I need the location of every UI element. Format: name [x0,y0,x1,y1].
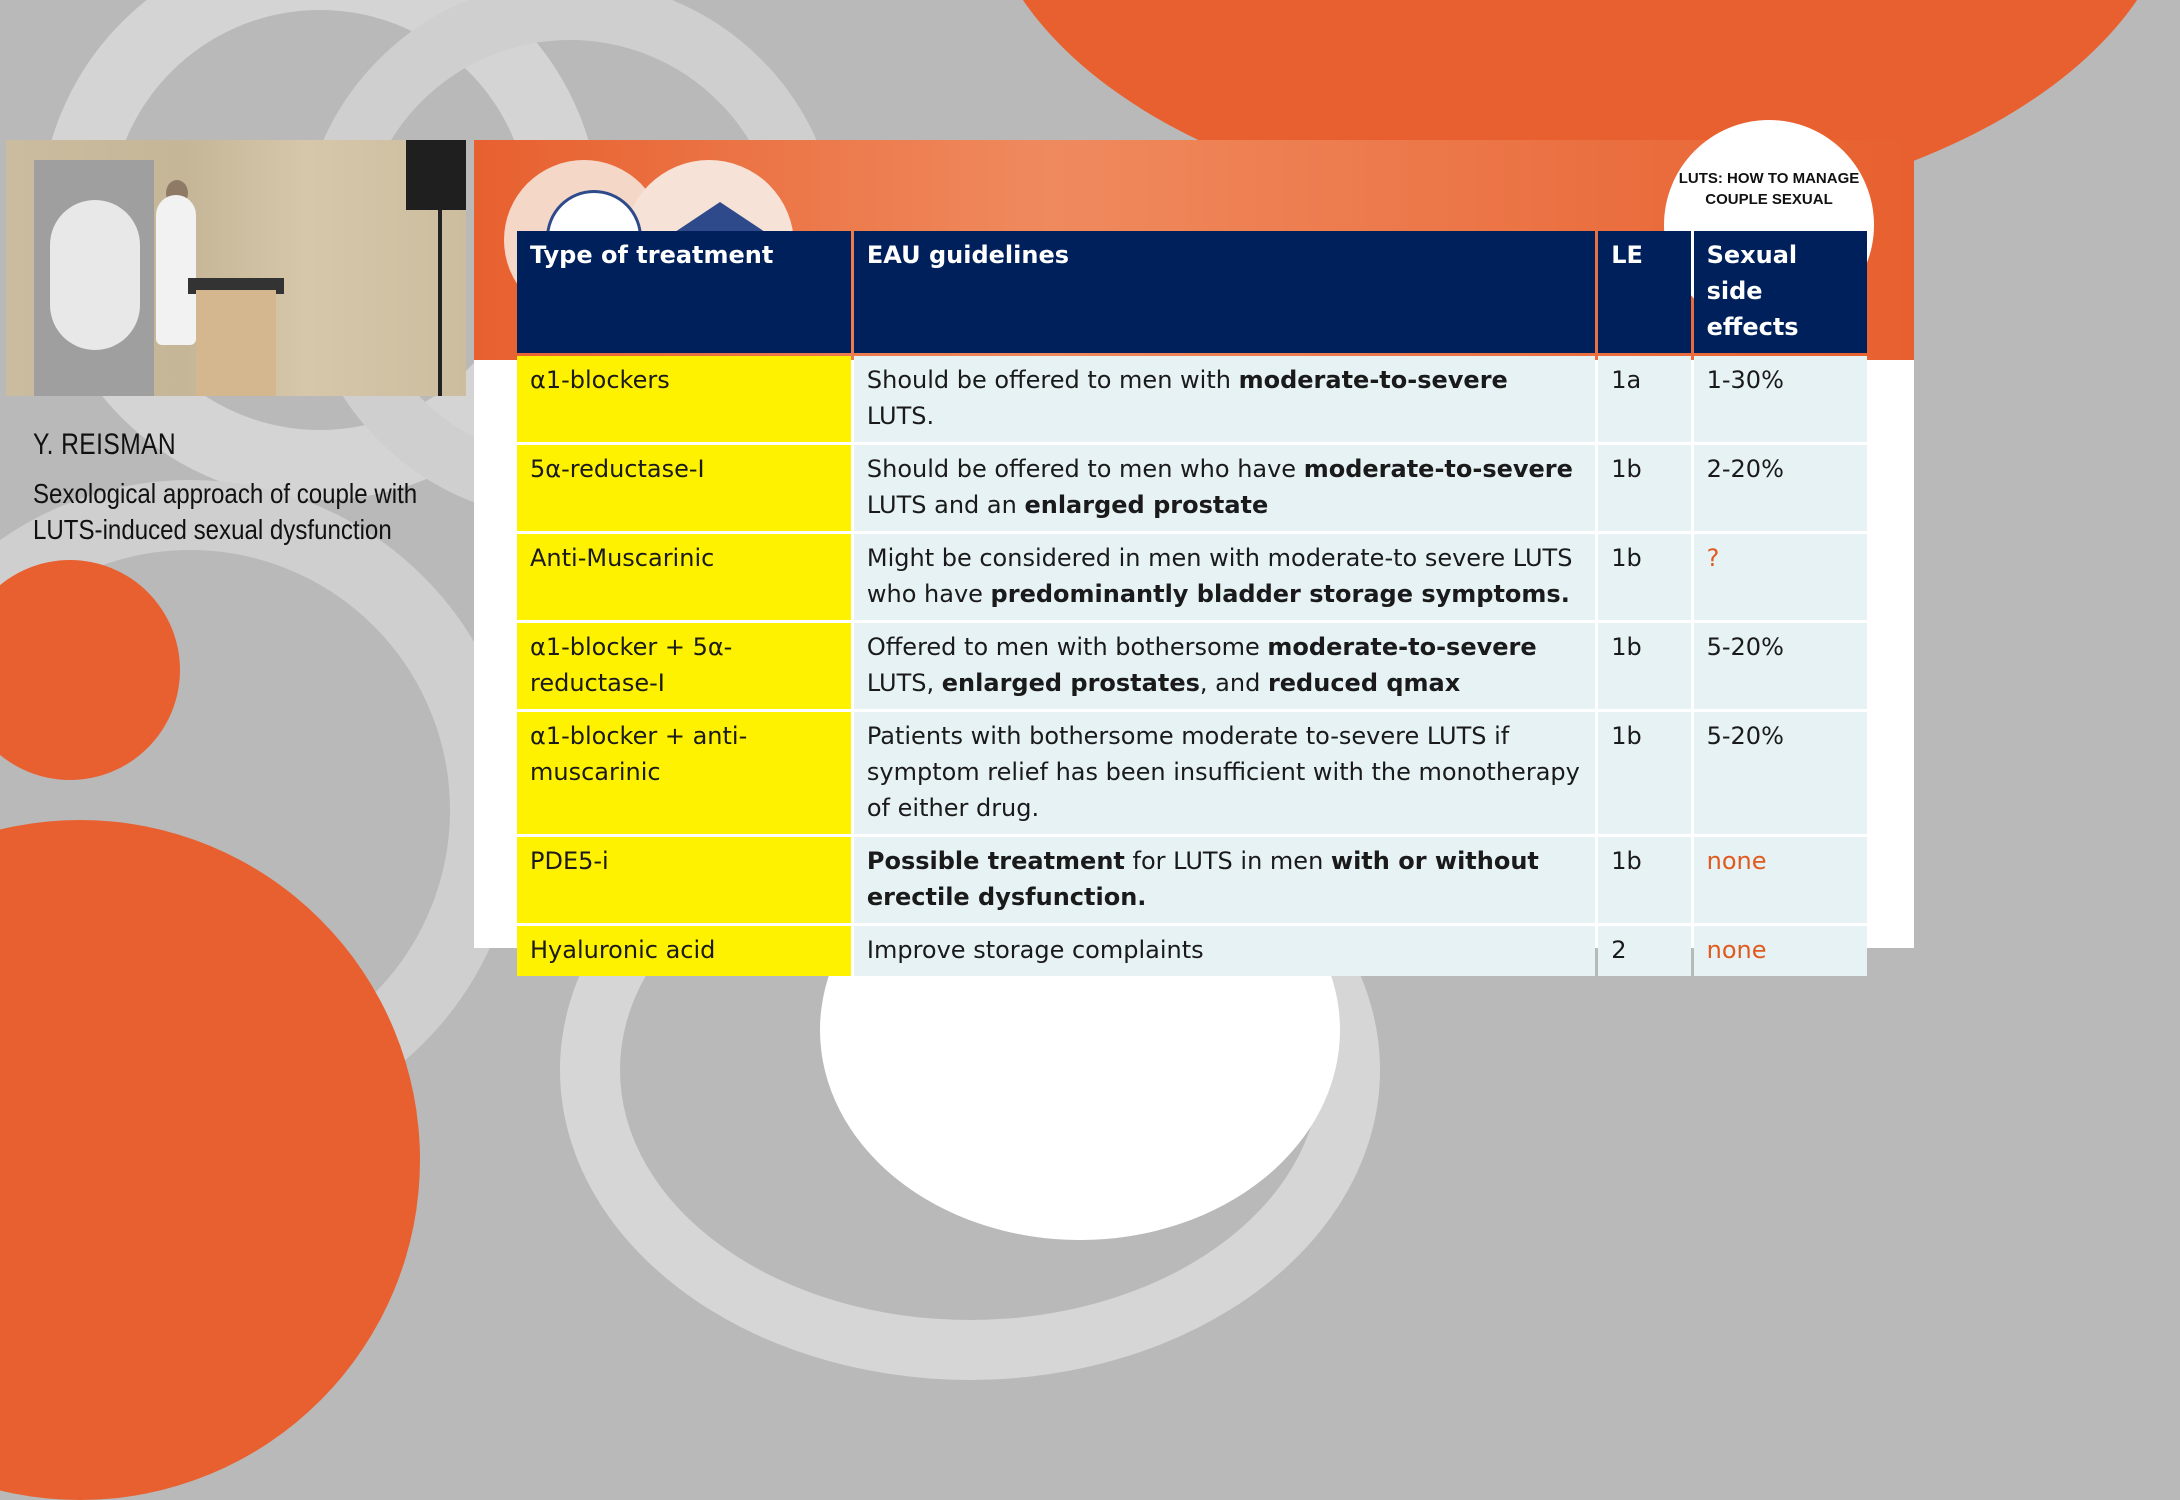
header-sexual-side-effects: Sexual side effects [1694,231,1867,353]
guideline-text: Should be offered to men who have [866,455,1304,483]
treatment-cell: α1-blocker + anti-muscarinic [517,712,851,834]
guideline-text: for LUTS in men [1124,847,1331,875]
treatment-cell: 5α-reductase-I [517,445,851,531]
guideline-cell [854,926,1595,976]
guideline-emphasis: moderate-to-severe [1267,633,1537,661]
guideline-text: Improve storage complaints [866,936,1204,964]
side-effects-cell: none [1694,926,1867,976]
evidence-level-cell: 1b [1598,712,1690,834]
video-loudspeaker [406,140,466,210]
guideline-cell [854,534,1595,620]
header-type-of-treatment: Type of treatment [517,231,851,353]
guideline-emphasis: predominantly bladder storage symptoms. [990,580,1570,608]
treatment-cell: Hyaluronic acid [517,926,851,976]
guideline-text: LUTS, [866,669,942,697]
video-podium [196,290,276,396]
treatment-table [514,228,1870,979]
video-speaker-stand [438,210,442,396]
guideline-emphasis: moderate-to-severe [1238,366,1508,394]
video-banner-graphic [50,200,140,350]
table-row [517,445,1867,531]
table-row [517,356,1867,442]
guideline-emphasis: moderate-to-severe [1303,455,1573,483]
table-body [517,356,1867,976]
table-row [517,534,1867,620]
guideline-text: Might be considered in men with moderate-to severe LUTS who have [866,544,1573,608]
evidence-level-cell: 1b [1598,534,1690,620]
guideline-text: , and [1199,669,1268,697]
header-le: LE [1598,231,1690,353]
treatment-cell: α1-blocker + 5α-reductase-I [517,623,851,709]
table-row [517,623,1867,709]
guideline-emphasis: Possible treatment [866,847,1125,875]
guideline-text: Offered to men with bothersome [866,633,1268,661]
side-effects-cell: 2-20% [1694,445,1867,531]
event-badge-text: LUTS: HOW TO MANAGE COUPLE SEXUAL [1678,170,1860,208]
treatment-cell: Anti-Muscarinic [517,534,851,620]
guideline-cell [854,837,1595,923]
presentation-slide [474,140,1914,964]
side-effects-cell: 5-20% [1694,712,1867,834]
treatment-cell: PDE5-i [517,837,851,923]
side-effects-cell: none [1694,837,1867,923]
evidence-level-cell: 1b [1598,445,1690,531]
table-row [517,712,1867,834]
evidence-level-cell: 1b [1598,837,1690,923]
guideline-cell [854,623,1595,709]
evidence-level-cell: 2 [1598,926,1690,976]
evidence-level-cell: 1b [1598,623,1690,709]
talk-title: Sexological approach of couple with LUTS-induced sexual dysfunction [33,478,418,545]
guideline-text: Should be offered to men with [866,366,1239,394]
speaker-name: Y. REISMAN [33,428,177,461]
side-effects-cell: 1-30% [1694,356,1867,442]
guideline-emphasis: reduced qmax [1267,669,1461,697]
guideline-cell [854,445,1595,531]
speaker-video [6,140,466,396]
treatment-cell: α1-blockers [517,356,851,442]
side-effects-cell: 5-20% [1694,623,1867,709]
table-row [517,926,1867,976]
side-effects-cell: ? [1694,534,1867,620]
guideline-cell [854,712,1595,834]
guideline-emphasis: enlarged prostate [1024,491,1269,519]
guideline-text: LUTS. [866,402,935,430]
guideline-emphasis: with or without erectile dysfunction. [866,847,1539,911]
table-header-row [517,231,1867,353]
guideline-text: Patients with bothersome moderate to-severe LUTS if symptom relief has been insufficient with the monotherapy of either drug. [866,722,1580,822]
evidence-level-cell: 1a [1598,356,1690,442]
guideline-text: LUTS and an [866,491,1025,519]
table-row [517,837,1867,923]
video-presenter [156,195,196,345]
header-eau-guidelines: EAU guidelines [854,231,1595,353]
guideline-cell [854,356,1595,442]
guideline-emphasis: enlarged prostates [941,669,1200,697]
